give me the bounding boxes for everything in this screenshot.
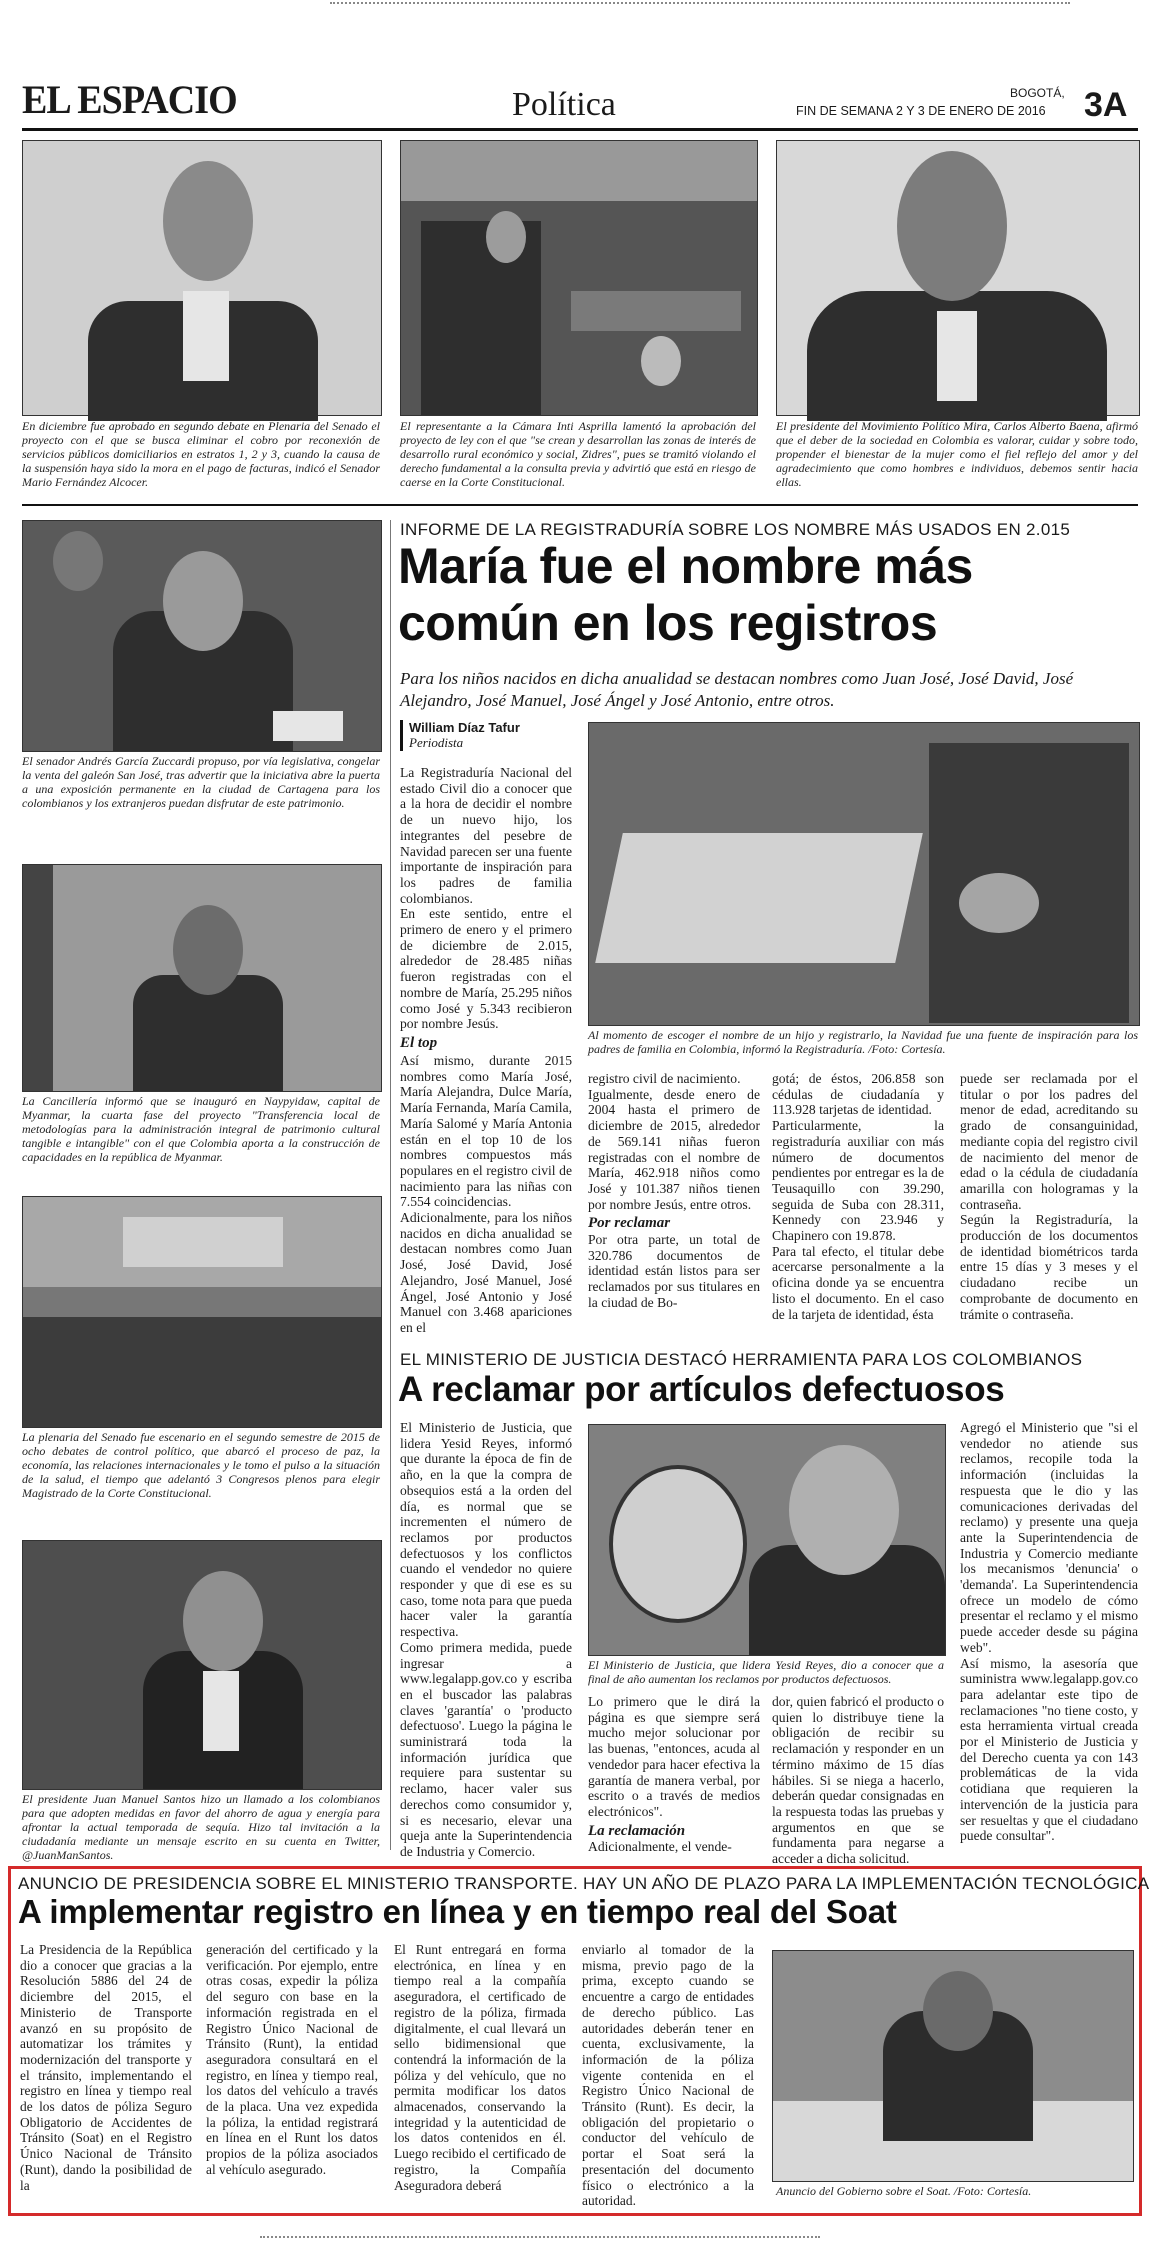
photo-president-santos bbox=[22, 1540, 382, 1790]
photo-senator-garcia bbox=[22, 520, 382, 752]
article2-subhead-reclamacion: La reclamación bbox=[588, 1822, 686, 1839]
article1-deck: Para los niños nacidos en dicha anualidad se destacan nombres como Juan José, José David, José Alejandro, José Manuel, José Ángel y José Antonio, entre otros. bbox=[400, 669, 1074, 710]
masthead bbox=[0, 0, 1171, 135]
article1-para: Para tal efecto, el titular debe acercarse personalmente a la oficina donde ya se encuentra listo el documento. En el caso de la tarjeta de identidad, ésta bbox=[772, 1243, 944, 1322]
article1-para: registro civil de nacimiento. bbox=[588, 1071, 741, 1086]
caption-left-4: El presidente Juan Manuel Santos hizo un llamado a los colombianos para que adopten medidas en favor del ahorro de agua y energía para afrontar la actual temporada de sequía. Hizo tal invitación a la ciudadanía mediante un mensaje escrito en su cuenta en Twitter, @JuanManSantos. bbox=[22, 1792, 380, 1862]
article2-para: Así mismo, la asesoría que suministra www.legalapp.gov.co para adelantar este tipo de reclamaciones "no tiene costo, y esta herramienta virtual creada por el Ministerio de Justicia y del Derecho cuenta ya con 143 problemáticas de la vida cotidiana que requieren la intervención de la justicia para ser resueltas y que el ciudadano puede consultar". bbox=[960, 1655, 1138, 1844]
photo-registry-newborn bbox=[588, 722, 1140, 1026]
left-column-divider bbox=[390, 520, 391, 1850]
article3-headline: A implementar registro en línea y en tiempo real del Soat bbox=[18, 1893, 897, 1930]
caption-left-1: El senador Andrés García Zuccardi propuso, por vía legislativa, congelar la venta del galeón San José, tras advertir que la iniciativa abre la puerta a una exposición permanente en la ciudad de Cartagena para los colombianos y los extranjeros puedan disfrutar de este patrimonio. bbox=[22, 754, 380, 810]
page-number: 3A bbox=[1084, 86, 1128, 124]
article2-kicker: EL MINISTERIO DE JUSTICIA DESTACÓ HERRAMIENTA PARA LOS COLOMBIANOS bbox=[400, 1350, 1083, 1369]
article2-para: Lo primero que le dirá la página es que siempre será mucho mejor solucionar por las buenas, "entonces, acuda al vendedor para hacer efectiva la garantía de manera verbal, por escrito o a través de medios electrónicos". bbox=[588, 1694, 760, 1819]
article3-kicker: ANUNCIO DE PRESIDENCIA SOBRE EL MINISTERIO TRANSPORTE. HAY UN AÑO DE PLAZO PARA LA IMPLEMENTACIÓN TECNOLÓGICA bbox=[18, 1874, 1150, 1893]
photo-carlos-baena bbox=[776, 140, 1140, 416]
article1-col1 bbox=[400, 765, 572, 1032]
article1-para: Particularmente, la registraduría auxiliar con más número de documentos pendientes por entregar es la de Teusaquillo con 39.290, seguida de Suba con 28.311, Kennedy con 23.946 y Chapinero con 19.878. bbox=[772, 1118, 944, 1244]
photo-soat-announcement bbox=[772, 1950, 1134, 2182]
article1-headline-line1: María fue el nombre más bbox=[398, 538, 973, 594]
photo-senator-fernandez bbox=[22, 140, 382, 416]
caption-registry-photo: Al momento de escoger el nombre de un hijo y registrarlo, la Navidad fue una fuente de inspiración para los padres de familia en Colombia, informó la Registraduría. /Foto: Cortesía. bbox=[588, 1028, 1138, 1056]
top-row-rule bbox=[22, 504, 1138, 506]
article1-byline bbox=[400, 720, 579, 751]
caption-left-2: La Cancillería informó que se inauguró en Naypyidaw, capital de Myanmar, la cuarta fase del proyecto "Transferencia local de metodologías para la administración integral de patrimonio cultural tangible e intangible" con el que Colombia aporta a la construcción de capacidades en la república de Myanmar. bbox=[22, 1094, 380, 1164]
article1-subhead-top: El top bbox=[400, 1035, 438, 1051]
article1-col2 bbox=[588, 1071, 760, 1311]
masthead-rule bbox=[22, 128, 1138, 131]
article1-headline bbox=[398, 538, 973, 652]
article2-col2 bbox=[588, 1694, 760, 1855]
photo-camara-session bbox=[400, 140, 758, 416]
article2-headline: A reclamar por artículos defectuosos bbox=[398, 1370, 1005, 1409]
caption-top-2: El representante a la Cámara Inti Asprilla lamentó la aprobación del proyecto de ley con el que "se crean y desarrollan las zonas de interés de desarrollo rural económico y social, Zidres", pues se tramitó violando el derecho fundamental a la consulta previa y advirtió que está en riesgo de caerse en la Corte Constitucional. bbox=[400, 419, 756, 489]
article1-para: gotá; de éstos, 206.858 son cédulas de ciudadanía y 113.928 tarjetas de identidad. bbox=[772, 1071, 944, 1118]
article1-kicker: INFORME DE LA REGISTRADURÍA SOBRE LOS NOMBRE MÁS USADOS EN 2.015 bbox=[400, 520, 1071, 539]
article1-col4 bbox=[960, 1071, 1138, 1322]
article2-col1 bbox=[400, 1420, 572, 1859]
photo-yesid-reyes bbox=[588, 1424, 946, 1656]
article3-col4: enviarlo al tomador de la misma, previo pago de la prima, excepto cuando se encuentre a cargo de entidades de derecho público. Las autoridades deberán tener en cuenta, exclusivamente, la información de la póliza vigente contenida en el Registro Único Nacional de Tránsito (Runt). Es decir, la obligación del propietario o conductor del vehículo de portar el Soat será la presentación del documento físico o electrónico a la autoridad. bbox=[582, 1942, 754, 2209]
article2-col3 bbox=[772, 1694, 944, 1867]
article1-para: En este sentido, entre el primero de enero y el primero de diciembre de 2.015, alrededor de 28.485 niñas fueron registradas con el nombre de María, 25.295 niños como José y 5.343 recibieron por nombre Jesús. bbox=[400, 906, 572, 1032]
article1-subhead-reclamar: Por reclamar bbox=[588, 1215, 671, 1232]
article2-col4 bbox=[960, 1420, 1138, 1844]
article1-headline-line2: común en los registros bbox=[398, 595, 938, 651]
article2-para: Adicionalmente, el vende- bbox=[588, 1839, 732, 1855]
article2-para: Como primera medida, puede ingresar a www.legalapp.gov.co y escriba en el buscador las palabras claves 'garantía' o 'producto defectuoso'. Luego la página le suministrará toda la información jurídica que requiere para sustentar su reclamo, hacer valer sus derechos como consumidor y, si es necesario, elevar una queja ante la Superintendencia de Industria y Comercio. bbox=[400, 1639, 572, 1859]
caption-top-3: El presidente del Movimiento Político Mira, Carlos Alberto Baena, afirmó que el deber de la sociedad en Colombia es valorar, cuidar y sobre todo, propender el bienestar de la mujer como el fiel reflejo del amor y del agradecimiento que como hombres e individuos, debemos sentir hacia ellas. bbox=[776, 419, 1138, 489]
caption-yesid-reyes: El Ministerio de Justicia, que lidera Yesid Reyes, dio a conocer que a final de año aumentan los reclamos por productos defectuosos. bbox=[588, 1658, 944, 1686]
photo-cancilleria bbox=[22, 864, 382, 1092]
article3-col1: La Presidencia de la República dio a conocer que gracias a la Resolución 5886 del 24 de diciembre del 2015, el Ministerio de Transporte avanzó en su propósito de automatizar los trámites y modernización del transporte y el tránsito, implementando el registro en línea y tiempo real de los datos de póliza Seguro Obligatorio de Accidentes de Tránsito (Soat) en el Registro Único Nacional de Tránsito (Runt), dando la posibilidad de la bbox=[20, 1942, 192, 2193]
caption-top-1: En diciembre fue aprobado en segundo debate en Plenaria del Senado el proyecto con el que se busca eliminar el cobro por reconexión de servicios públicos domiciliarios en estratos 1, 2 y 3, cuando la causa de la suspensión haya sido la mora en el pago de facturas, indicó el Senador Mario Fernández Alcocer. bbox=[22, 419, 380, 489]
article1-para: Igualmente, desde enero de 2004 hasta el primero de diciembre de 2015, alrededor de 569.141 niñas fueron registradas con el nombre de María, 462.918 niños como José y 101.387 niños tienen por nombre Jesús, entre otros. bbox=[588, 1086, 760, 1212]
article2-para: Agregó el Ministerio que "si el vendedor no atiende sus reclamos, recopile toda la información (incluidas la respuesta que le dio y las comunicaciones derivadas del reclamo) y presente una queja ante la Superintendencia de Industria y Comercio mediante los mecanismos 'denuncia' o 'demanda'. La Superintendencia ofrece un modelo de cómo presentar el reclamo y el mismo puede acceder desde su página web". bbox=[960, 1420, 1138, 1655]
section-title: Política bbox=[512, 86, 616, 123]
caption-soat-photo: Anuncio del Gobierno sobre el Soat. /Foto: Cortesía. bbox=[776, 2184, 1032, 2198]
article2-para: dor, quien fabricó el producto o quien lo distribuye tiene la obligación de recibir su reclamación y responder en un término máximo de 15 días hábiles. Si se niega a hacerlo, deberán quedar consignadas en la respuesta todas las pruebas y argumentos en que se fundamenta para negarse a acceder a dicha solicitud. bbox=[772, 1694, 944, 1867]
article1-para: Así mismo, durante 2015 nombres como María José, María Alejandra, Dulce María, María Fernanda, María Camila, María Salomé y María Antonia están en el top 10 de los nombres compuestos más populares en el registro civil de nacimiento para las niñas con 7.554 coincidencias. bbox=[400, 1053, 572, 1210]
edition-city: BOGOTÁ, bbox=[1010, 86, 1065, 100]
bottom-edge-dots bbox=[260, 2236, 820, 2240]
photo-senate-plenary bbox=[22, 1196, 382, 1428]
article1-para: Según la Registraduría, la producción de los documentos de identidad biométricos tarda entre 15 días y 3 meses y el ciudadano recibe un comprobante de documento en trámite o contraseña. bbox=[960, 1212, 1138, 1322]
article1-col3 bbox=[772, 1071, 944, 1322]
top-edge-dots bbox=[330, 2, 1070, 6]
edition-date: FIN DE SEMANA 2 Y 3 DE ENERO DE 2016 bbox=[796, 104, 1046, 118]
article1-para: Por otra parte, un total de 320.786 documentos de identidad están listos para ser reclamados por sus titulares en la ciudad de Bo- bbox=[588, 1232, 760, 1310]
article1-para: puede ser reclamada por el titular o por los padres del menor de edad, acreditando su grado de consanguinidad, mediante copia del registro civil de nacimiento del menor de edad o la cédula de ciudadanía amarilla con hologramas y la contraseña. bbox=[960, 1071, 1138, 1212]
article3-col2: generación del certificado y la verificación. Por ejemplo, entre otras cosas, expedir la póliza del seguro con base en la información registrada en el Registro Único Nacional de Tránsito (Runt), la entidad aseguradora consultará en el registro, en línea y tiempo real, los datos del vehículo a través de la placa. Una vez expedida la póliza, la entidad registrará en línea en el Runt los datos propios de la póliza asociados al vehículo asegurado. bbox=[206, 1942, 378, 2177]
author-role: Periodista bbox=[409, 735, 464, 750]
article1-col1-cont bbox=[400, 1053, 572, 1336]
caption-left-3: La plenaria del Senado fue escenario en el segundo semestre de 2015 de ocho debates de control político, que abarcó el proceso de paz, la economía, las relaciones internacionales y le tomo el pulso a la situación de la salud, el tiempo que adelantó 3 Congresos plenos para elegir Magistrado de la Corte Constitucional. bbox=[22, 1430, 380, 1500]
author-name: William Díaz Tafur bbox=[409, 720, 520, 735]
article2-para: El Ministerio de Justicia, que lidera Yesid Reyes, informó que durante la época de fin de año, en la que la compra de obsequios está a la orden del día, es normal que se incrementen el número de reclamos por productos defectuosos y los conflictos cuando el vendedor no quiere responder y que di ese es su caso, tome nota para que pueda hacer valer la garantía respectiva. bbox=[400, 1420, 572, 1640]
article1-para: Adicionalmente, para los niños nacidos en dicha anualidad se destacan nombres como Juan José, José David, José Alejandro, José Manuel, José Ángel, José Antonio y José Manuel con 3.468 apariciones en el bbox=[400, 1210, 572, 1335]
article1-para: La Registraduría Nacional del estado Civil dio a conocer que a la hora de decidir el nombre de un nuevo hijo, los integrantes del pesebre de Navidad parecen ser una fuente importante de inspiración para los padres de familia colombianos. bbox=[400, 765, 572, 906]
article3-col3: El Runt entregará en forma electrónica, en línea y en tiempo real a la compañía aseguradora, el certificado de registro de la póliza, firmada digitalmente, el cual llevará un sello bidimensional que contendrá la información de la póliza y del vehículo, que no permita modificar los datos almacenados, conservando la integridad y la autenticidad de los datos contenidos en él. Luego recibido el certificado de registro, la Compañía Aseguradora deberá bbox=[394, 1942, 566, 2193]
newspaper-logo: EL ESPACIO bbox=[22, 77, 237, 122]
